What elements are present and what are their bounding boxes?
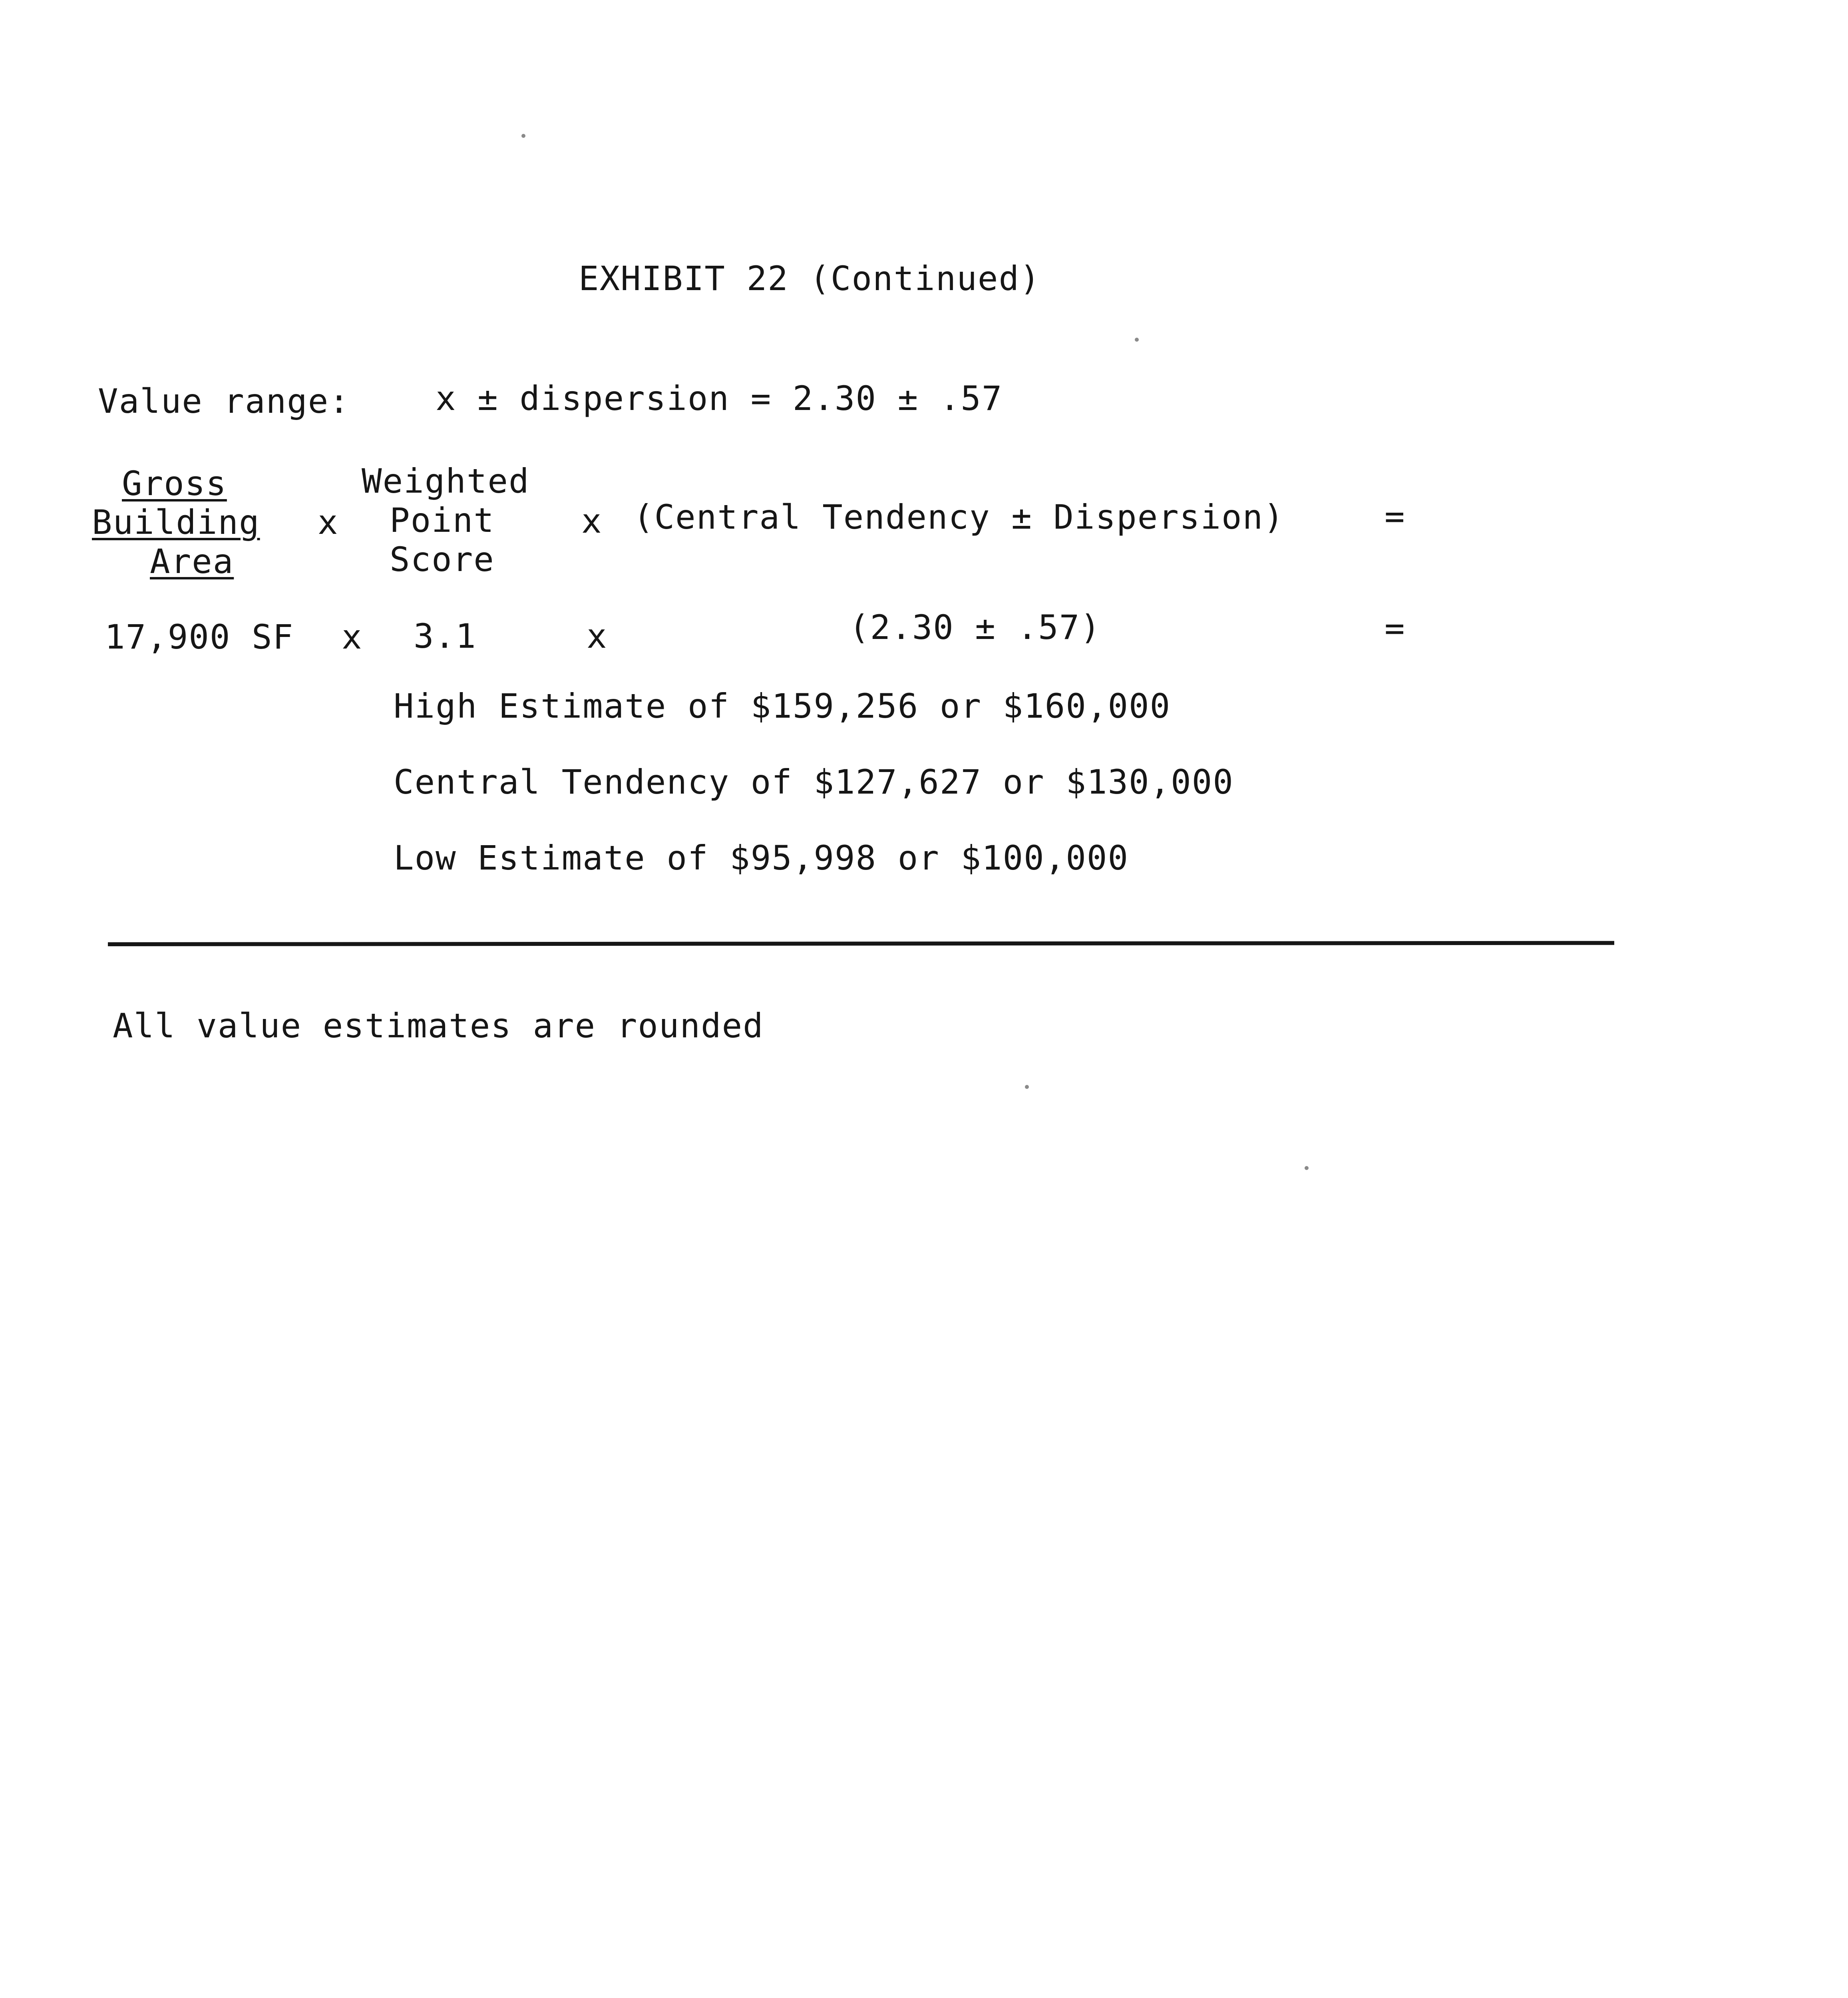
footnote: All value estimates are rounded [113, 1006, 764, 1045]
score-value: 3.1 [414, 617, 477, 656]
values-equals: = [1385, 609, 1406, 648]
header-equals: = [1385, 497, 1406, 536]
building-label: Building [92, 503, 260, 542]
scan-speck [521, 134, 525, 138]
point-label: Point [390, 501, 495, 540]
low-estimate: Low Estimate of $95,998 or $100,000 [394, 838, 1129, 878]
high-estimate: High Estimate of $159,256 or $160,000 [394, 687, 1171, 726]
central-tendency-expression: (Central Tendency ± Dispersion) [633, 498, 1285, 537]
value-range-expression: x ± dispersion = 2.30 ± .57 [436, 379, 1003, 418]
scan-speck [1025, 1085, 1029, 1089]
exhibit-title: EXHIBIT 22 (Continued) [579, 259, 1041, 298]
multiply-sign-4: x [587, 617, 608, 656]
multiply-sign-2: x [581, 501, 603, 541]
area-label: Area [150, 542, 234, 581]
scan-speck [1135, 338, 1139, 342]
value-range-label: Value range: [98, 382, 350, 421]
horizontal-rule [108, 941, 1614, 946]
multiply-sign-1: x [318, 503, 339, 542]
gross-label: Gross [122, 464, 227, 503]
range-value: (2.30 ± .57) [849, 608, 1101, 647]
multiply-sign-3: x [342, 617, 363, 657]
area-value: 17,900 SF [105, 617, 294, 657]
score-label: Score [390, 540, 495, 579]
weighted-label: Weighted [362, 462, 530, 501]
central-tendency-estimate: Central Tendency of $127,627 or $130,000 [394, 762, 1234, 802]
scan-speck [1305, 1166, 1309, 1170]
